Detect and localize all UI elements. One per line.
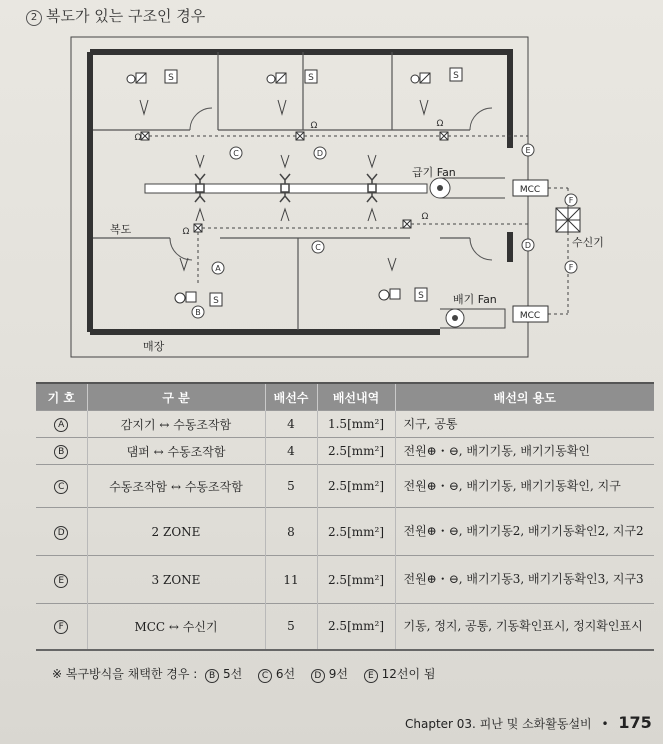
svg-text:D: D: [524, 241, 532, 250]
svg-text:C: C: [233, 149, 239, 158]
note-text: 6선: [275, 667, 296, 681]
note-text: 5선: [222, 667, 243, 681]
svg-text:Ω: Ω: [436, 119, 444, 129]
svg-text:A: A: [215, 264, 221, 273]
row-count: 8: [265, 508, 317, 556]
table-row: [36, 465, 654, 508]
row-division: MCC ↔ 수신기: [87, 604, 265, 650]
svg-text:S: S: [418, 291, 424, 301]
svg-text:D: D: [316, 149, 324, 158]
table-row: [36, 604, 654, 650]
svg-text:S: S: [213, 296, 219, 306]
row-use: 전원⊕・⊖, 배기기동2, 배기기동확인2, 지구2: [395, 508, 654, 556]
note-text: 9선: [328, 667, 348, 681]
note-prefix: ※ 복구방식을 채택한 경우 :: [52, 667, 198, 681]
table-row: [36, 508, 654, 556]
note-symbol: D: [311, 669, 325, 683]
row-count: 4: [265, 411, 317, 438]
exhaust-fan-label: 배기 Fan: [453, 293, 497, 306]
footer-bullet: •: [601, 717, 609, 731]
svg-text:E: E: [525, 146, 531, 155]
note-symbol: B: [205, 669, 219, 683]
row-division: 감지기 ↔ 수동조작함: [87, 411, 265, 438]
row-spec: 2.5[mm²]: [317, 465, 395, 508]
svg-text:C: C: [315, 243, 321, 252]
row-division: 댐퍼 ↔ 수동조작함: [87, 438, 265, 465]
page-number: 175: [618, 713, 652, 732]
row-spec: 2.5[mm²]: [317, 438, 395, 465]
row-use: 전원⊕・⊖, 배기기동, 배기기동확인: [395, 438, 654, 465]
row-symbol: E: [54, 574, 68, 588]
row-count: 5: [265, 604, 317, 650]
corridor-label: 복도: [110, 223, 132, 236]
dashed-wiring: [149, 136, 568, 314]
page-footer: [405, 713, 652, 732]
svg-text:F: F: [568, 263, 574, 272]
row-count: 5: [265, 465, 317, 508]
table-header-row: [36, 383, 654, 411]
section-number: 2: [26, 10, 42, 26]
row-spec: 2.5[mm²]: [317, 508, 395, 556]
row-division: 3 ZONE: [87, 556, 265, 604]
row-use: 기동, 정지, 공통, 기동확인표시, 정지확인표시: [395, 604, 654, 650]
svg-text:Ω: Ω: [134, 133, 142, 143]
header-count: 배선수: [265, 383, 317, 411]
row-use: 지구, 공통: [395, 411, 654, 438]
note-symbol: C: [258, 669, 272, 683]
note-text: 12선이 됨: [381, 667, 436, 681]
row-symbol: A: [54, 418, 68, 432]
q-symbols: [135, 119, 444, 237]
header-use: 배선의 용도: [395, 383, 654, 411]
restoration-note: [52, 665, 435, 683]
note-symbol: E: [364, 669, 378, 683]
svg-text:S: S: [453, 71, 459, 81]
row-use: 전원⊕・⊖, 배기기동3, 배기기동확인3, 지구3: [395, 556, 654, 604]
svg-text:S: S: [168, 73, 174, 83]
mcc-top: [513, 180, 548, 196]
svg-text:Ω: Ω: [310, 121, 318, 131]
row-symbol: B: [54, 445, 68, 459]
receiver-panel: [556, 208, 580, 232]
receiver-label: 수신기: [572, 236, 604, 249]
row-symbol: C: [54, 480, 68, 494]
supply-fan-label: 급기 Fan: [412, 166, 456, 179]
table-row: [36, 556, 654, 604]
svg-text:MCC: MCC: [519, 185, 541, 195]
row-symbol: D: [54, 526, 68, 540]
row-spec: 2.5[mm²]: [317, 604, 395, 650]
svg-text:B: B: [195, 308, 201, 317]
chapter-title: Chapter 03. 피난 및 소화활동설비: [405, 717, 592, 731]
table-row: [36, 438, 654, 465]
row-division: 2 ZONE: [87, 508, 265, 556]
section-title: 복도가 있는 구조인 경우: [46, 7, 206, 25]
header-spec: 배선내역: [317, 383, 395, 411]
store-label: 매장: [143, 340, 165, 353]
svg-text:F: F: [568, 196, 574, 205]
svg-text:Ω: Ω: [182, 227, 190, 237]
mcc-bottom: [513, 306, 548, 322]
exhaust-fan: [440, 309, 505, 328]
row-count: 11: [265, 556, 317, 604]
table-row: [36, 411, 654, 438]
row-symbol: F: [54, 620, 68, 634]
svg-text:MCC: MCC: [519, 311, 541, 321]
svg-text:Ω: Ω: [421, 212, 429, 222]
row-spec: 2.5[mm²]: [317, 556, 395, 604]
row-division: 수동조작함 ↔ 수동조작함: [87, 465, 265, 508]
header-division: 구 분: [87, 383, 265, 411]
row-spec: 1.5[mm²]: [317, 411, 395, 438]
row-use: 전원⊕・⊖, 배기기동, 배기기동확인, 지구: [395, 465, 654, 508]
row-count: 4: [265, 438, 317, 465]
wiring-spec-table: [36, 382, 654, 651]
header-symbol: 기 호: [36, 383, 87, 411]
svg-text:S: S: [308, 73, 314, 83]
